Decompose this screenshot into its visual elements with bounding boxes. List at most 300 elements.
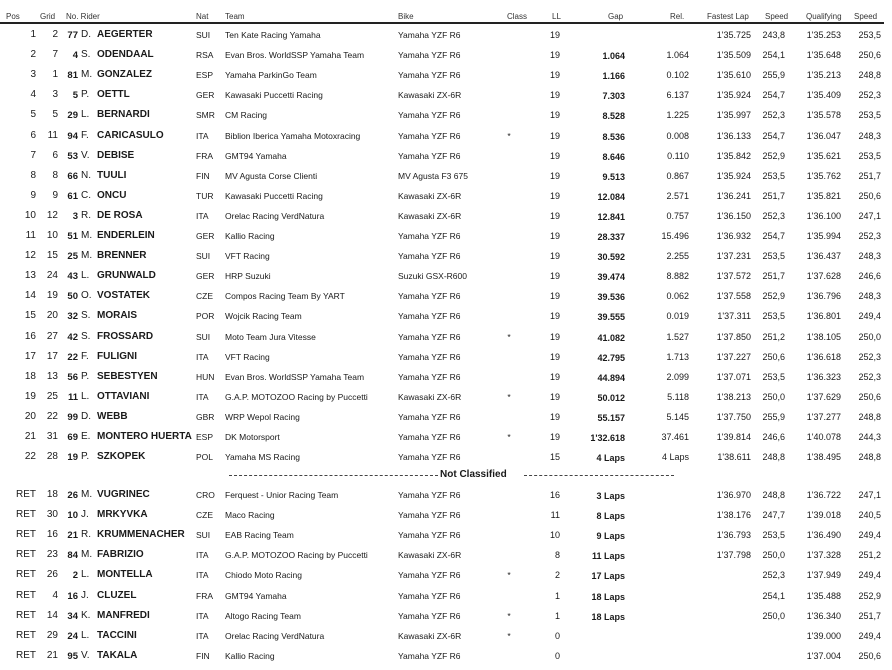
fastest-lap-speed: 252,3	[762, 110, 785, 121]
team-name: Chiodo Moto Racing	[225, 570, 303, 581]
rider-name: MONTERO HUERTA	[97, 431, 192, 442]
col-gap: Gap	[608, 12, 624, 21]
relative-gap: 0.757	[666, 210, 689, 221]
team-name: Yamaha ParkinGo Team	[225, 70, 317, 81]
grid-position: 18	[46, 489, 58, 500]
qualifying-speed: 250,6	[858, 190, 881, 201]
rider-number: 10	[67, 510, 78, 522]
bike-model: Yamaha YZF R6	[398, 510, 461, 521]
rider-number: 53	[67, 150, 78, 162]
gap: 8.536	[602, 131, 625, 142]
fastest-lap-speed: 254,7	[762, 231, 785, 241]
team-name: GMT94 Yamaha	[225, 590, 287, 601]
rider-name: ODENDAAL	[97, 49, 154, 61]
bike-model: Yamaha YZF R6	[398, 50, 461, 61]
qualifying-time: 1'35.648	[806, 50, 841, 61]
nationality: CZE	[196, 291, 213, 302]
laps-led: 19	[549, 311, 560, 322]
rider-initial: P.	[81, 89, 90, 101]
grid-position: 31	[46, 431, 58, 442]
nationality: SUI	[196, 30, 211, 40]
bike-model: Yamaha YZF R6	[398, 311, 461, 322]
grid-position: 9	[52, 189, 58, 201]
nationality: ITA	[196, 630, 209, 641]
fastest-lap: 1'36.970	[716, 490, 751, 500]
fastest-lap-speed: 250,6	[762, 351, 785, 362]
nationality: ITA	[196, 570, 209, 581]
class-marker: *	[507, 331, 511, 342]
qualifying-speed: 249,4	[858, 570, 881, 581]
rider-initial: M.	[81, 230, 93, 241]
relative-gap: 1.064	[666, 50, 689, 61]
bike-model: Kawasaki ZX-6R	[398, 90, 462, 101]
rider-number: 99	[67, 411, 78, 423]
gap: 11 Laps	[591, 551, 625, 562]
bike-model: Yamaha YZF R6	[398, 650, 461, 661]
fastest-lap-speed: 255,9	[762, 70, 785, 81]
position: 6	[30, 129, 36, 141]
table-row	[0, 106, 892, 126]
qualifying-time: 1'35.762	[806, 170, 841, 181]
rider-initial: V.	[81, 149, 90, 161]
col-ll: LL	[552, 12, 561, 21]
bike-model: Yamaha YZF R6	[398, 130, 461, 141]
col-no-rider: No. Rider	[66, 12, 100, 21]
laps-led: 19	[549, 170, 560, 181]
relative-gap: 5.118	[667, 391, 689, 402]
team-name: Moto Team Jura Vitesse	[225, 331, 316, 342]
rider-number: 16	[67, 590, 78, 602]
rider-number: 25	[67, 251, 78, 263]
nationality: ITA	[196, 130, 209, 141]
bike-model: Yamaha YZF R6	[398, 70, 461, 81]
rider-number: 29	[67, 110, 78, 122]
qualifying-time: 1'37.629	[806, 391, 841, 402]
rider-initial: P.	[81, 451, 90, 463]
header-rule	[0, 22, 884, 24]
position: 9	[30, 189, 36, 201]
rider-name: CLUZEL	[97, 589, 137, 601]
col-grid: Grid	[40, 12, 56, 21]
laps-led: 19	[549, 331, 560, 342]
qualifying-speed: 244,3	[858, 432, 881, 442]
position: 8	[30, 169, 36, 181]
table-row	[0, 566, 892, 586]
laps-led: 19	[549, 411, 560, 422]
nationality: ITA	[196, 210, 209, 221]
nationality: RSA	[196, 50, 214, 61]
bike-model: Kawasaki ZX-6R	[398, 210, 462, 221]
position: 11	[25, 230, 36, 241]
bike-model: Yamaha YZF R6	[398, 251, 461, 262]
qualifying-speed: 252,3	[858, 351, 881, 362]
not-classified-separator	[0, 469, 892, 483]
rider-initial: V.	[81, 649, 90, 661]
rider-initial: R.	[81, 209, 91, 221]
relative-gap: 1.527	[666, 331, 689, 342]
rider-initial: K.	[81, 609, 91, 621]
fastest-lap-speed: 248,8	[762, 452, 785, 463]
laps-led: 19	[549, 291, 560, 302]
qualifying-speed: 248,3	[858, 130, 881, 141]
grid-position: 25	[46, 390, 58, 402]
team-name: Altogo Racing Team	[225, 610, 301, 621]
separator-dash-left	[229, 475, 438, 476]
laps-led: 1	[554, 590, 560, 601]
rider-initial: F.	[81, 129, 89, 141]
table-row	[0, 46, 892, 66]
position: 15	[24, 310, 36, 322]
fastest-lap: 1'38.213	[716, 391, 751, 402]
team-name: Ten Kate Racing Yamaha	[225, 30, 321, 40]
grid-position: 10	[46, 230, 58, 241]
rider-initial: S.	[81, 310, 91, 322]
rider-initial: C.	[81, 189, 91, 201]
rider-name: OTTAVIANI	[97, 390, 150, 402]
rider-initial: D.	[81, 29, 91, 40]
grid-position: 19	[46, 290, 58, 302]
rider-name: FROSSARD	[97, 330, 154, 342]
rider-initial: L.	[81, 390, 90, 402]
table-row	[0, 647, 892, 667]
laps-led: 16	[549, 490, 560, 500]
nationality: ITA	[196, 550, 209, 561]
relative-gap: 37.461	[661, 432, 689, 442]
table-row	[0, 526, 892, 546]
gap: 8 Laps	[596, 511, 625, 522]
nationality: ITA	[196, 391, 209, 402]
fastest-lap: 1'36.150	[716, 210, 751, 221]
qualifying-time: 1'38.495	[806, 452, 841, 463]
gap: 12.841	[597, 211, 625, 222]
fastest-lap-speed: 252,9	[762, 150, 785, 161]
nationality: ESP	[196, 70, 214, 81]
bike-model: Kawasaki ZX-6R	[398, 630, 462, 641]
fastest-lap-speed: 250,0	[762, 610, 785, 621]
laps-led: 19	[549, 50, 560, 61]
separator-label: Not Classified	[440, 469, 507, 480]
bike-model: Yamaha YZF R6	[398, 570, 461, 581]
nationality: ITA	[196, 610, 209, 621]
qualifying-speed: 248,8	[858, 70, 881, 81]
table-row	[0, 388, 892, 408]
qualifying-speed: 252,3	[858, 371, 881, 382]
rider-initial: L.	[81, 270, 90, 282]
fastest-lap-speed: 253,5	[762, 530, 785, 541]
bike-model: Kawasaki ZX-6R	[398, 190, 462, 201]
fastest-lap-speed: 252,9	[762, 291, 785, 302]
rider-number: 2	[72, 570, 78, 582]
gap: 55.157	[597, 412, 625, 423]
rider-name: SZKOPEK	[97, 451, 146, 463]
col-q-speed: Speed	[854, 12, 878, 21]
qualifying-time: 1'35.213	[806, 70, 841, 81]
laps-led: 19	[549, 351, 560, 362]
gap: 30.592	[597, 252, 625, 263]
fastest-lap: 1'35.509	[716, 50, 751, 61]
rider-number: 95	[67, 650, 78, 662]
laps-led: 19	[549, 30, 560, 40]
grid-position: 14	[46, 609, 58, 621]
team-name: HRP Suzuki	[225, 271, 271, 282]
rider-name: VOSTATEK	[97, 290, 150, 302]
rider-number: 66	[67, 170, 78, 182]
grid-position: 21	[46, 649, 58, 661]
rider-number: 21	[67, 530, 78, 542]
laps-led: 19	[549, 231, 560, 241]
fastest-lap-speed: 246,6	[762, 432, 785, 442]
rider-number: 43	[67, 271, 78, 283]
bike-model: Yamaha YZF R6	[398, 590, 461, 601]
qualifying-time: 1'35.994	[806, 231, 841, 241]
gap: 4 Laps	[596, 453, 625, 464]
rider-initial: P.	[81, 370, 90, 382]
rider-initial: N.	[81, 169, 91, 181]
fastest-lap-speed: 254,1	[762, 50, 785, 61]
fastest-lap-speed: 253,5	[762, 371, 785, 382]
team-name: Maco Racing	[225, 510, 275, 521]
fastest-lap: 1'36.241	[716, 190, 751, 201]
relative-gap: 0.110	[667, 150, 689, 161]
gap: 12.084	[597, 191, 625, 202]
team-name: G.A.P. MOTOZOO Racing by Puccetti	[225, 550, 368, 561]
gap: 1.064	[602, 51, 625, 62]
position: 14	[24, 290, 36, 302]
nationality: FRA	[196, 150, 213, 161]
class-marker: *	[507, 630, 511, 641]
rider-number: 34	[67, 610, 78, 622]
position: RET	[16, 629, 36, 641]
laps-led: 0	[554, 650, 560, 661]
fastest-lap: 1'38.611	[717, 452, 751, 463]
position: 5	[30, 109, 36, 121]
table-row	[0, 546, 892, 566]
qualifying-time: 1'35.253	[806, 30, 841, 40]
bike-model: Yamaha YZF R6	[398, 291, 461, 302]
table-row	[0, 627, 892, 647]
grid-position: 20	[46, 310, 58, 322]
position: 20	[24, 410, 36, 422]
qualifying-time: 1'36.801	[806, 311, 841, 322]
rider-number: 19	[67, 452, 78, 464]
rider-name: MANFREDI	[97, 609, 150, 621]
position: 16	[24, 330, 36, 342]
grid-position: 29	[46, 629, 58, 641]
fastest-lap: 1'37.798	[716, 550, 751, 561]
table-row	[0, 368, 892, 388]
qualifying-time: 1'37.004	[806, 650, 841, 661]
col-team: Team	[225, 12, 245, 21]
qualifying-speed: 253,5	[858, 150, 881, 161]
position: 13	[24, 270, 36, 282]
laps-led: 19	[549, 110, 560, 121]
rider-number: 26	[67, 490, 78, 501]
qualifying-time: 1'40.078	[806, 432, 841, 442]
class-marker: *	[507, 570, 511, 581]
team-name: Orelac Racing VerdNatura	[225, 210, 325, 221]
gap: 9.513	[602, 171, 625, 182]
gap: 8.646	[602, 151, 625, 162]
table-row	[0, 267, 892, 287]
rider-name: TACCINI	[97, 629, 137, 641]
grid-position: 28	[46, 451, 58, 463]
qualifying-time: 1'39.000	[806, 630, 841, 641]
rider-name: TAKALA	[97, 649, 138, 661]
col-bike: Bike	[398, 12, 414, 21]
grid-position: 16	[46, 529, 58, 541]
table-row	[0, 408, 892, 428]
rider-number: 3	[72, 210, 78, 222]
qualifying-speed: 252,9	[858, 590, 881, 601]
rider-name: MRKYVKA	[97, 509, 148, 521]
qualifying-time: 1'36.796	[806, 291, 841, 302]
bike-model: MV Agusta F3 675	[398, 170, 468, 181]
rider-name: GONZALEZ	[97, 69, 152, 81]
rider-number: 51	[67, 231, 78, 242]
col-fastest-lap: Fastest Lap	[707, 12, 749, 21]
fastest-lap: 1'37.750	[716, 411, 751, 422]
rider-number: 94	[67, 130, 78, 142]
qualifying-speed: 251,7	[858, 170, 881, 181]
col-class: Class	[507, 12, 528, 21]
qualifying-time: 1'36.047	[806, 130, 841, 141]
fastest-lap: 1'36.133	[716, 130, 751, 141]
position: 17	[24, 350, 36, 362]
team-name: VFT Racing	[225, 251, 270, 262]
rider-initial: L.	[81, 109, 90, 121]
bike-model: Yamaha YZF R6	[398, 452, 461, 463]
gap: 28.337	[597, 232, 625, 242]
laps-led: 19	[549, 190, 560, 201]
qualifying-time: 1'38.105	[806, 331, 841, 342]
team-name: Wojcik Racing Team	[225, 311, 302, 322]
nationality: CRO	[196, 490, 215, 500]
col-speed: Speed	[765, 12, 789, 21]
relative-gap: 0.062	[666, 291, 689, 302]
team-name: WRP Wepol Racing	[225, 411, 300, 422]
relative-gap: 8.882	[666, 271, 689, 282]
nationality: FIN	[196, 650, 210, 661]
grid-position: 12	[46, 209, 58, 221]
team-name: Evan Bros. WorldSSP Yamaha Team	[225, 50, 365, 61]
rider-number: 22	[67, 351, 78, 363]
team-name: Kallio Racing	[225, 231, 275, 241]
rider-number: 11	[67, 391, 78, 403]
grid-position: 1	[52, 69, 58, 81]
fastest-lap-speed: 254,7	[762, 90, 785, 101]
qualifying-time: 1'39.018	[806, 510, 841, 521]
rider-name: VUGRINEC	[97, 489, 150, 500]
table-row	[0, 486, 892, 506]
gap: 44.894	[597, 372, 625, 383]
nationality: POR	[196, 311, 215, 322]
col-nat: Nat	[196, 12, 209, 21]
laps-led: 19	[549, 210, 560, 221]
team-name: Biblion Iberica Yamaha Motoxracing	[225, 130, 361, 141]
team-name: CM Racing	[225, 110, 268, 121]
grid-position: 27	[46, 330, 58, 342]
nationality: GER	[196, 231, 215, 241]
relative-gap: 0.867	[666, 170, 689, 181]
fastest-lap: 1'37.231	[716, 251, 751, 262]
table-row	[0, 506, 892, 526]
rider-name: DE ROSA	[97, 209, 143, 221]
position: 4	[30, 89, 36, 101]
table-row	[0, 187, 892, 207]
laps-led: 19	[549, 130, 560, 141]
gap: 18 Laps	[591, 611, 625, 622]
position: 22	[24, 451, 36, 463]
rider-initial: D.	[81, 410, 91, 422]
table-row	[0, 607, 892, 627]
team-name: DK Motorsport	[225, 432, 280, 442]
qualifying-speed: 240,5	[858, 510, 881, 521]
qualifying-speed: 249,4	[858, 630, 881, 641]
bike-model: Suzuki GSX-R600	[398, 271, 467, 282]
fastest-lap: 1'36.793	[716, 530, 751, 541]
rider-initial: L.	[81, 569, 90, 581]
rider-initial: M.	[81, 250, 93, 262]
position: 3	[30, 69, 36, 81]
grid-position: 7	[52, 49, 58, 61]
fastest-lap-speed: 254,1	[762, 590, 785, 601]
rider-number: 77	[67, 30, 78, 41]
gap: 42.795	[597, 352, 625, 363]
qualifying-time: 1'35.409	[806, 90, 841, 101]
qualifying-speed: 252,3	[858, 90, 881, 101]
bike-model: Kawasaki ZX-6R	[398, 391, 462, 402]
qualifying-time: 1'37.328	[806, 550, 841, 561]
laps-led: 19	[549, 70, 560, 81]
nationality: FIN	[196, 170, 210, 181]
rider-name: CARICASULO	[97, 129, 164, 141]
qualifying-speed: 248,8	[858, 452, 881, 463]
table-row	[0, 167, 892, 187]
grid-position: 13	[46, 370, 58, 382]
qualifying-speed: 247,1	[858, 210, 881, 221]
rider-name: DEBISE	[97, 149, 135, 161]
fastest-lap: 1'37.071	[716, 371, 751, 382]
col-pos: Pos	[6, 12, 20, 21]
class-marker: *	[507, 610, 511, 621]
rider-initial: J.	[81, 589, 89, 601]
fastest-lap: 1'35.924	[716, 90, 751, 101]
class-marker: *	[507, 130, 511, 141]
table-row	[0, 287, 892, 307]
table-header	[0, 9, 892, 23]
rider-initial: M.	[81, 549, 93, 561]
team-name: GMT94 Yamaha	[225, 150, 287, 161]
qualifying-speed: 250,6	[858, 50, 881, 61]
laps-led: 8	[554, 550, 560, 561]
bike-model: Yamaha YZF R6	[398, 351, 461, 362]
nationality: GBR	[196, 411, 215, 422]
bike-model: Kawasaki ZX-6R	[398, 550, 462, 561]
qualifying-speed: 248,3	[858, 251, 881, 262]
laps-led: 19	[549, 90, 560, 101]
rider-number: 84	[67, 550, 78, 562]
fastest-lap: 1'35.842	[716, 150, 751, 161]
nationality: TUR	[196, 190, 214, 201]
bike-model: Yamaha YZF R6	[398, 371, 461, 382]
fastest-lap: 1'38.176	[716, 510, 751, 521]
table-row	[0, 207, 892, 227]
laps-led: 19	[549, 391, 560, 402]
fastest-lap: 1'35.997	[716, 110, 751, 121]
fastest-lap-speed: 253,5	[762, 311, 785, 322]
fastest-lap: 1'37.850	[716, 331, 751, 342]
rider-name: WEBB	[97, 410, 128, 422]
